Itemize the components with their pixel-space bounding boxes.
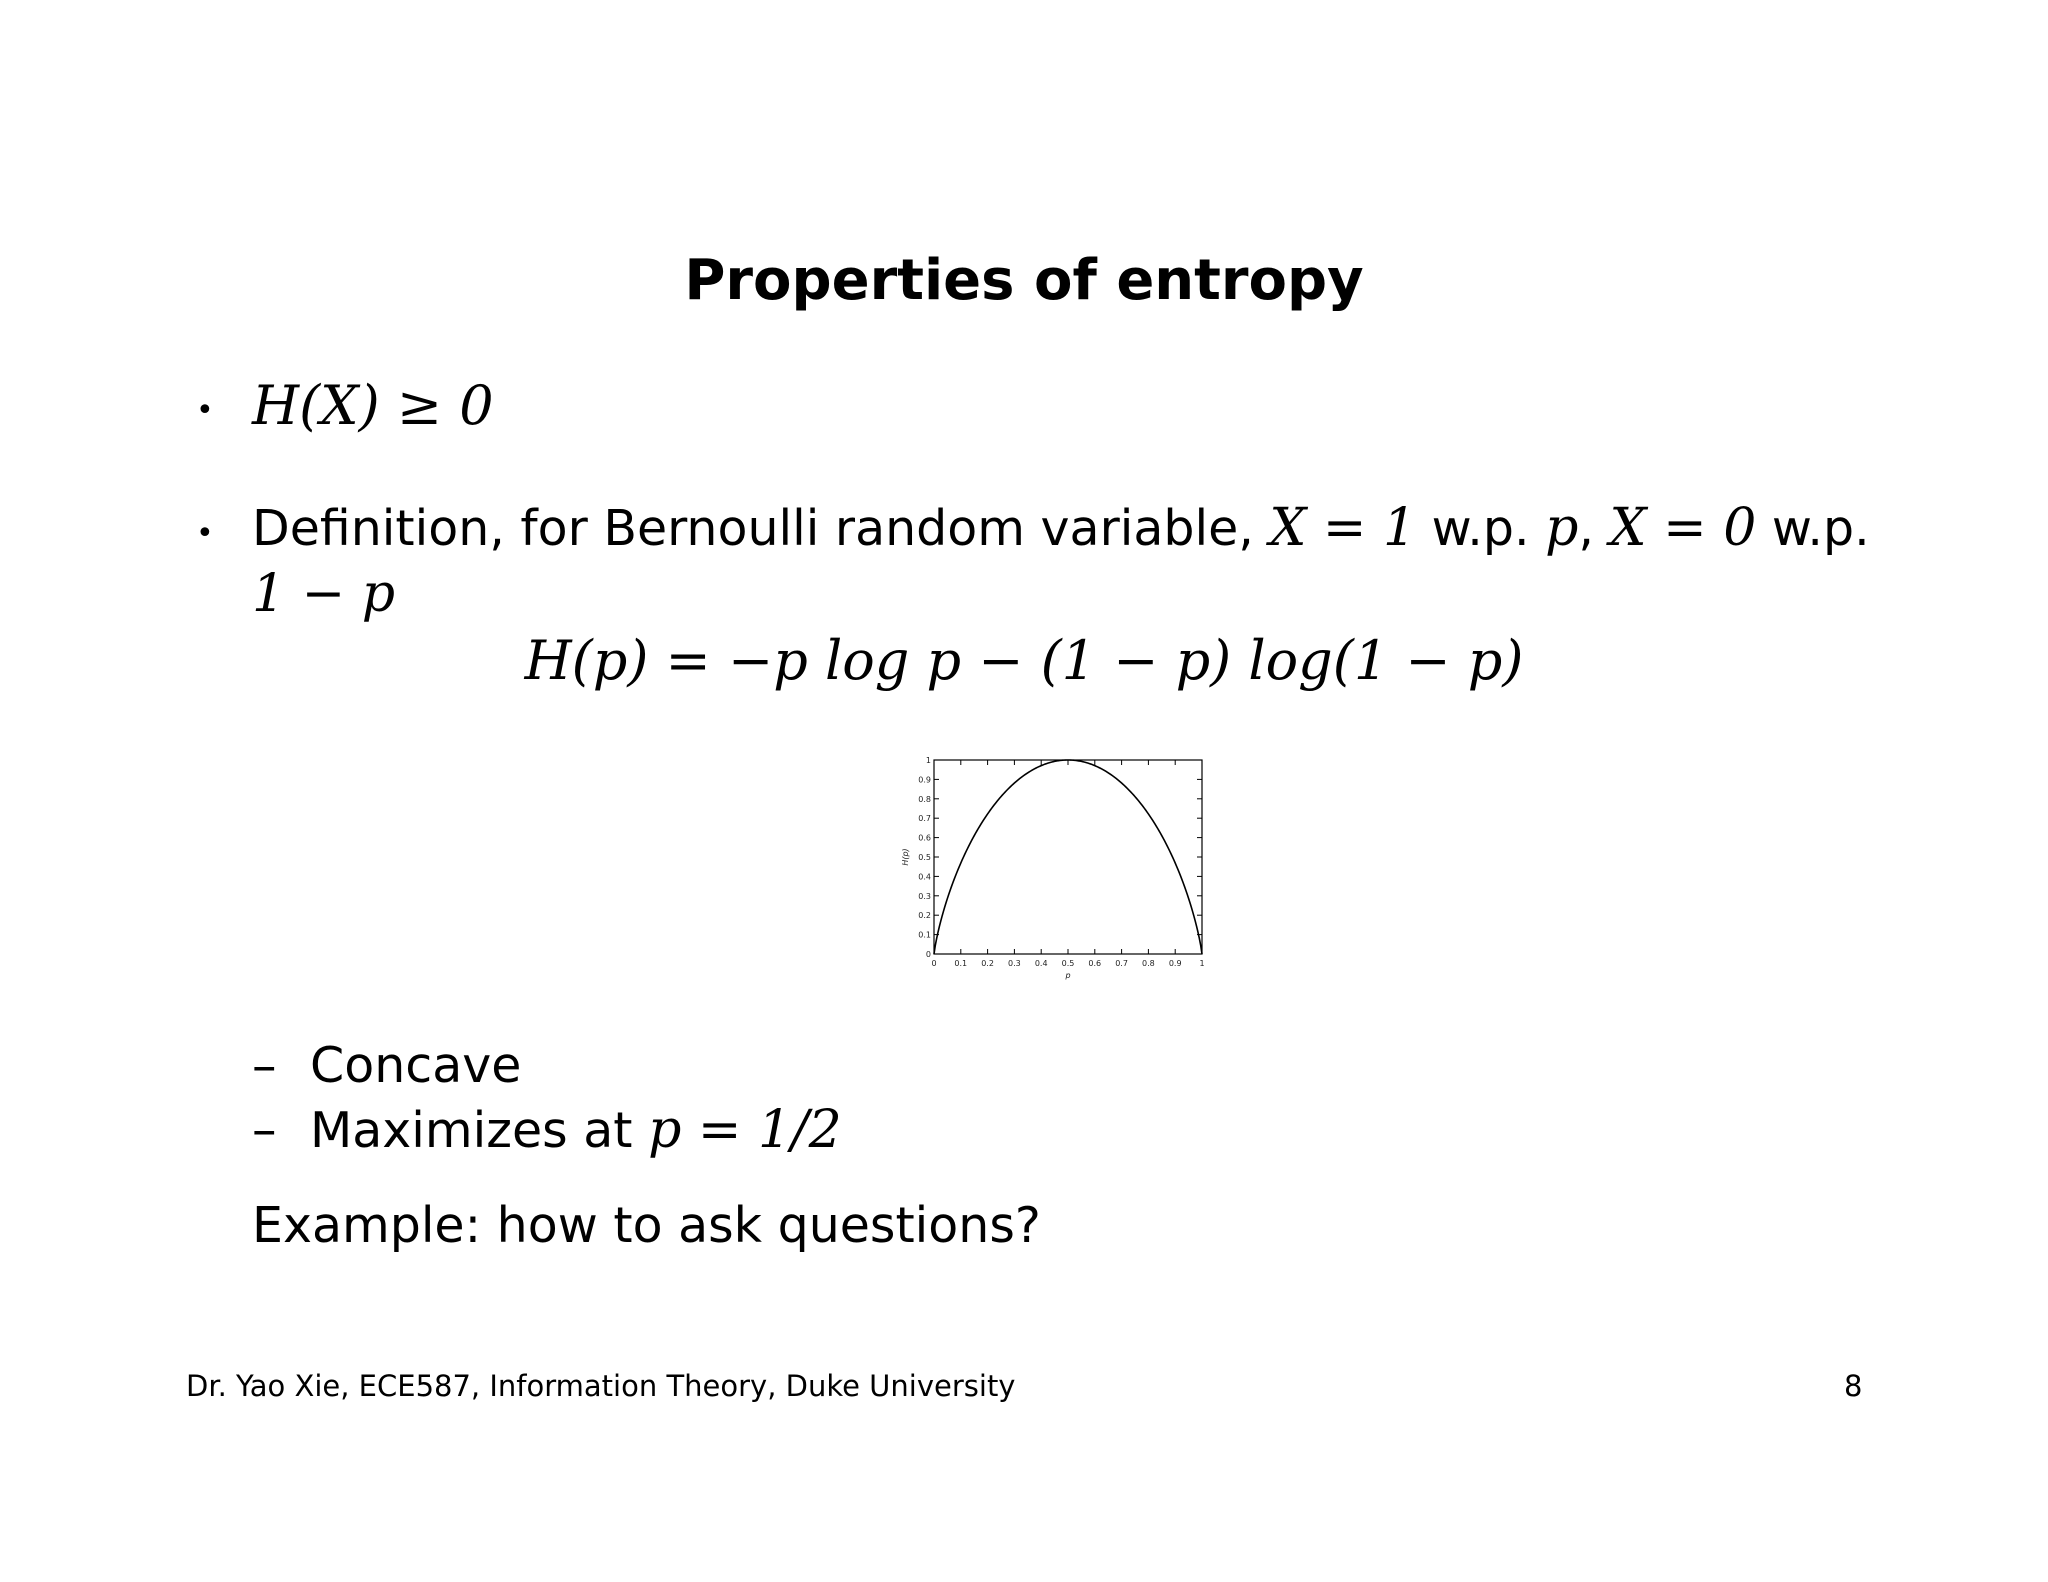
bullet-2-line-2 [252,564,395,625]
sub-item-maximizes-math: p = 1/2 [648,1100,842,1160]
y-tick-label: 0.1 [918,930,931,940]
binary-entropy-formula: H(p) = −p log p − (1 − p) log(1 − p) [524,629,1524,692]
x-tick-label: 0.5 [1061,959,1075,968]
bullet-marker: • [196,393,214,428]
y-tick-label: 1 [925,756,931,765]
y-tick-label: 0.6 [918,833,931,843]
x-tick-label: 0.8 [1142,959,1155,968]
sub-item-maximizes [310,1100,842,1161]
bullet-1-math [252,376,494,436]
x-tick-label: 0.1 [954,959,968,968]
y-axis-label: H(p) [901,848,910,866]
bullet-2-text-d: w.p. [1756,500,1870,557]
page-number: 8 [1844,1369,1863,1403]
plot-frame [934,760,1202,954]
y-tick-label: 0.2 [918,911,931,921]
x-axis-label: p [1065,971,1071,980]
x-tick-label: 0.7 [1115,959,1128,968]
y-tick-label: 0 [925,950,931,959]
bullet-2-line-2-math: 1 − p [252,564,395,624]
bullet-2-math-b: p [1545,498,1579,558]
x-tick-label: 0.3 [1008,959,1021,968]
x-tick-label: 0.2 [981,959,994,968]
y-tick-label: 0.5 [918,853,931,862]
bullet-2-math-c: X = 0 [1609,498,1757,558]
x-tick-label: 0.6 [1088,959,1102,968]
sub-item-marker: – [252,1101,277,1158]
chart-svg [900,750,1220,990]
y-tick-label: 0.7 [918,814,931,824]
bullet-2-text-b: w.p. [1416,500,1546,557]
binary-entropy-chart [900,750,1220,990]
bullet-2-text-a: Definition, for Bernoulli random variable, [252,500,1270,557]
sub-item-maximizes-text: Maximizes at [310,1102,649,1159]
bullet-2-line-1 [252,498,1870,559]
example-text: Example: how to ask questions? [252,1197,1041,1254]
bullet-marker: • [196,516,214,551]
sub-item-concave: Concave [310,1037,522,1094]
y-tick-label: 0.9 [918,775,931,785]
bullet-2-math-a: X = 1 [1269,498,1417,558]
entropy-curve [934,760,1202,954]
x-tick-label: 0 [931,959,937,968]
slide-title: Properties of entropy [684,248,1364,313]
x-tick-label: 0.9 [1168,959,1182,968]
bullet-2-text-c: , [1578,500,1610,557]
x-tick-label: 0.4 [1034,959,1048,968]
x-tick-label: 1 [1199,959,1205,968]
sub-item-marker: – [252,1037,277,1094]
footer-credit: Dr. Yao Xie, ECE587, Information Theory, Duke University [186,1369,1016,1403]
binary-entropy-equation [0,628,2048,694]
entropy-nonnegative-formula: H(X) ≥ 0 [252,374,494,437]
y-tick-label: 0.4 [918,872,931,882]
y-tick-label: 0.3 [918,891,931,901]
y-tick-label: 0.8 [918,794,931,804]
